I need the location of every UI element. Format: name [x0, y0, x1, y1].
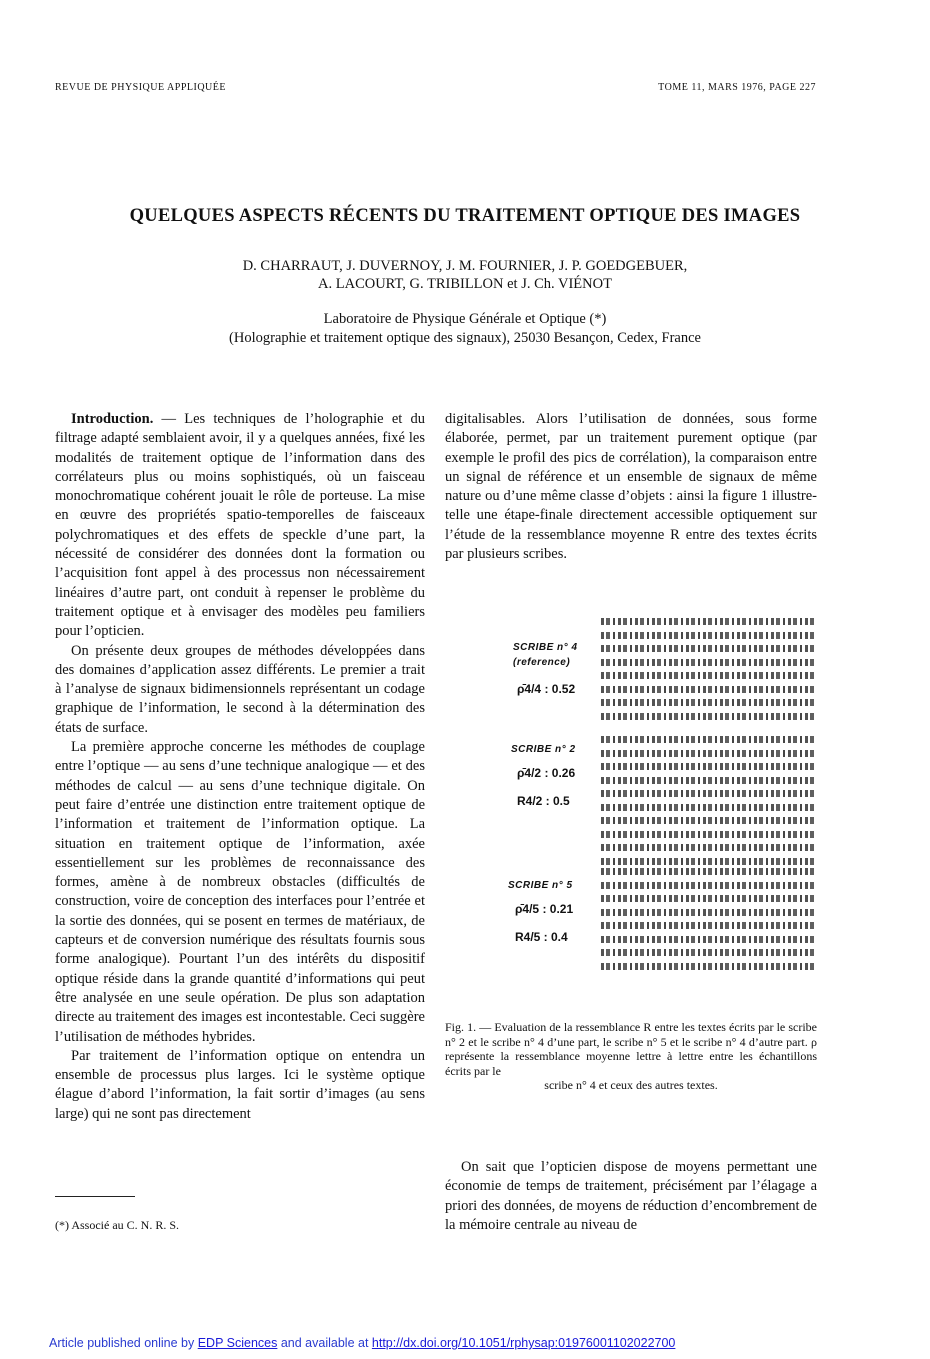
- paragraph-2: On présente deux groupes de méthodes développées dans des domaines d’application assez différents. Le premier a trait à l’analyse de signaux bidimensionnels représentant un codage graphique de l’information, le second à la détermination des états de surface.: [55, 642, 425, 736]
- right-column-bottom: [445, 1158, 817, 1235]
- affiliation-line-2: (Holographie et traitement optique des signaux), 25030 Besançon, Cedex, France: [229, 330, 701, 346]
- scribe-5-handwriting-sample: [601, 868, 817, 976]
- scribe-2-label: SCRIBE n° 2: [511, 744, 576, 755]
- paragraph-4: Par traitement de l’information optique on entendra un ensemble de processus plus larges. Ici le système optique élague d’abord l’information, la fait sortir d’images (au sens large) qui ne sont pas directement: [55, 1047, 425, 1122]
- scribe-4-label: SCRIBE n° 4: [513, 642, 578, 653]
- scribe-5-label: SCRIBE n° 5: [508, 880, 573, 891]
- scribe-4-reference: (reference): [513, 657, 571, 668]
- scribe-4-rho: ρ̄4/4 : 0.52: [517, 682, 576, 696]
- scribe-2-R: R4/2 : 0.5: [517, 794, 570, 808]
- scribe-4-handwriting-sample: [601, 618, 817, 726]
- authors-line-1: D. CHARRAUT, J. DUVERNOY, J. M. FOURNIER, J. P. GOEDGEBUER,: [242, 258, 688, 274]
- footnote: (*) Associé au C. N. R. S.: [55, 1218, 179, 1232]
- doi-link[interactable]: http://dx.doi.org/10.1051/rphysap:01976001102022700: [371, 1336, 676, 1350]
- caption-last-line: scribe n° 4 et ceux des autres textes.: [544, 1078, 718, 1092]
- affiliation-line-1: Laboratoire de Physique Générale et Optique (*): [323, 311, 607, 327]
- footer-prefix: Article published online by: [49, 1336, 198, 1350]
- left-column: [55, 410, 425, 1124]
- intro-heading: Introduction.: [71, 411, 154, 427]
- intro-paragraph: [55, 410, 425, 642]
- right-column-top: [445, 410, 817, 564]
- authors-line-2: A. LACOURT, G. TRIBILLON et J. Ch. VIÉNOT: [318, 276, 612, 292]
- article-title: QUELQUES ASPECTS RÉCENTS DU TRAITEMENT OPTIQUE DES IMAGES: [129, 206, 801, 226]
- paragraph-6: On sait que l’opticien dispose de moyens permettant une économie de temps de traitement, précisément par l’élagage a priori des données, de moyens de réduction d’encombrement de la mémoire centrale au niveau de: [445, 1159, 817, 1233]
- figure-caption: [445, 1020, 817, 1093]
- figure-1: [505, 612, 825, 1012]
- paragraph-5: digitalisables. Alors l’utilisation de données, sous forme élaborée, permet, par un traitement purement optique (par exemple le profil des pics de corrélation), la comparaison entre un signal de référence et un ensemble de signaux de même nature ou d’une même classe d’objets : ainsi la figure 1 illustre-telle une étape-finale directement accessible optiquement sur l’étude de la ressemblance moyenne R entre des textes écrits par plusieurs scribes.: [445, 411, 817, 563]
- paragraph-3: La première approche concerne les méthodes de couplage entre l’optique — au sens d’une technique analogique — et des méthodes de calcul — au sens d’une technique digitale. On peut faire d’entrée une distinction entre traitement optique de l’information et traitement de l’information optique. La situation en traitement optique de l’information, axée essentiellement sur les problèmes de reconnaissance des formes, amène à de nombreux obstacles (difficultés de construction, voire de conception des interfaces pour l’entrée et la sortie des données, qui se posent en termes de matériaux, de capteurs et de conversion numérique des résultats fournis sous forme analogique). Pourtant l’un des intérêts du dispositif optique réside dans la grande quantité d’informations qui peut être analysée en une seule opération. De plus son adaptation directe au traitement des images est incontestable. Ceci suggère l’utilisation de méthodes hybrides.: [55, 739, 425, 1045]
- publication-footer: [49, 1336, 675, 1350]
- edp-sciences-link[interactable]: EDP Sciences: [197, 1336, 278, 1350]
- footer-middle: and available at: [277, 1336, 372, 1350]
- volume-info: TOME 11, MARS 1976, PAGE 227: [658, 82, 816, 93]
- journal-name: REVUE DE PHYSIQUE APPLIQUÉE: [55, 82, 226, 93]
- intro-text: — Les techniques de l’holographie et du filtrage adapté semblaient avoir, il y a quelques années, fixé les modalités de traitement optique de l’information dans des corrélateurs plus ou moins sophistiqués, où un faisceau monochromatique cohérent jouait le rôle de porteuse. La mise en œuvre des propriétés spatio-temporelles de faisceaux polychromatiques et des effets de speckle d’une part, la nécessité de considérer des données dont la formation ou l’acquisition font appel à des processus non nécessairement linéaires d’autre part, ont conduit à repenser le problème du traitement optique et à envisager des modèles peu familiers pour l’opticien.: [55, 411, 425, 640]
- scribe-2-rho: ρ̄4/2 : 0.26: [517, 766, 576, 780]
- scribe-5-R: R4/5 : 0.4: [515, 930, 568, 944]
- scribe-2-handwriting-sample: [601, 736, 817, 871]
- scribe-5-rho: ρ̄4/5 : 0.21: [515, 902, 574, 916]
- footnote-divider: [55, 1196, 135, 1197]
- caption-text: Fig. 1. — Evaluation de la ressemblance R entre les textes écrits par le scribe n° 2 et le scribe n° 4 d’une part, le scribe n° 5 et le scribe n° 4 d’autre part. ρ représente la ressemblance moyenne lettre à lettre entre les échantillons écrits par le: [445, 1020, 817, 1078]
